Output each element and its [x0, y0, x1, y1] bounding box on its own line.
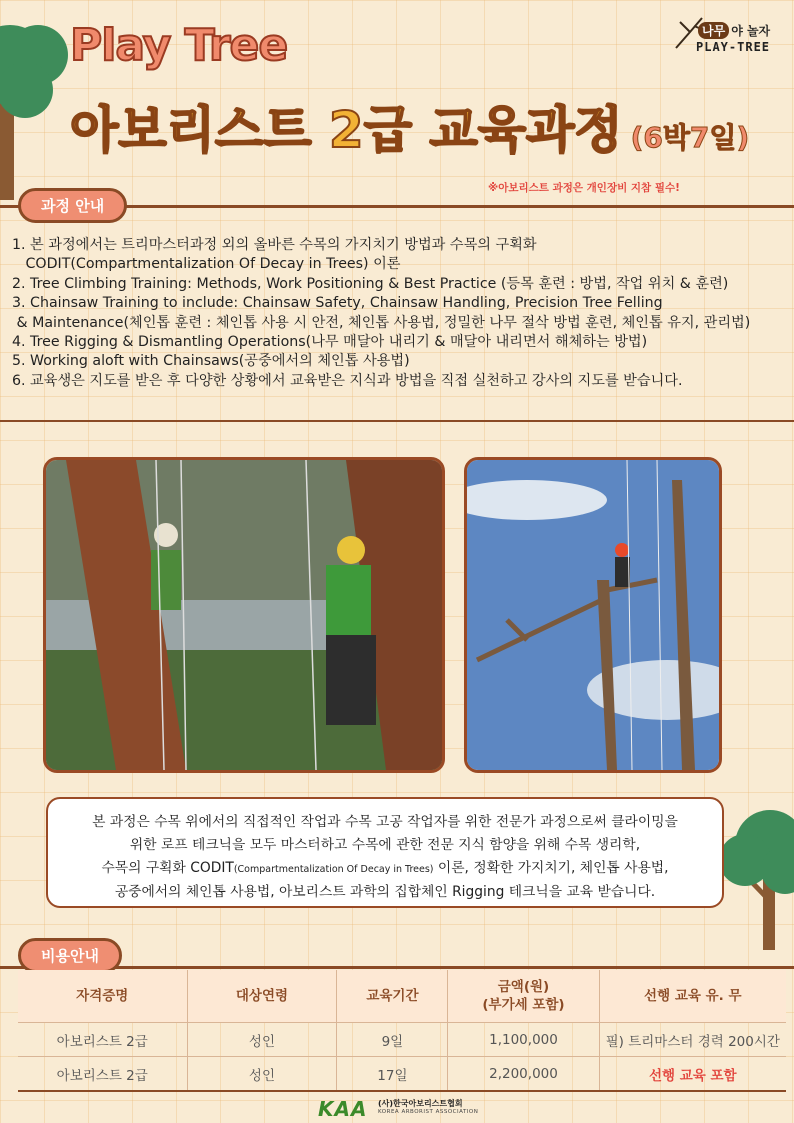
col-header-vat: (부가세 포함) [482, 997, 565, 1013]
desc-line: 위한 로프 테크닉을 모두 마스터하고 수목에 관한 전문 지식 함양을 위해 수목 생리학, [129, 837, 641, 853]
course-list [12, 236, 787, 391]
table-cell: 9일 [337, 1023, 448, 1057]
desc-line3-small: (Compartmentalization Of Decay in Trees) [233, 864, 434, 875]
logo-badge: 나무 [698, 22, 729, 39]
play-tree-logo [668, 10, 783, 60]
page-subtitle [70, 90, 749, 162]
course-item: 6. 교육생은 지도를 받은 후 다양한 상황에서 교육받은 지식과 방법을 직접 실천하고 강사의 지도를 받습니다. [12, 372, 683, 389]
fee-section-label: 비용안내 [18, 938, 122, 973]
table-row [18, 1057, 786, 1092]
table-cell: 2,200,000 [448, 1057, 599, 1092]
course-section-label: 과정 안내 [18, 188, 127, 223]
subtitle-text: 아보리스트 2급 교육과정 [70, 101, 623, 159]
table-cell: 선행 교육 포함 [599, 1057, 786, 1092]
col-header: 자격증명 [18, 970, 187, 1023]
course-item: 1. 본 과정에서는 트리마스터과정 외의 올바른 수목의 가지치기 방법과 수목의 구획화 [12, 237, 537, 253]
sky-photo-placeholder [467, 460, 719, 770]
tree-illustration-top [0, 10, 70, 200]
photo-climber-sky [464, 457, 722, 773]
desc-line3-a: 수목의 구획화 CODIT [101, 860, 234, 876]
course-item: 5. Working aloft with Chainsaws(공중에서의 체인톱 사용법) [12, 353, 410, 370]
photo-climbers-pine [43, 457, 445, 773]
desc-line: 본 과정은 수목 위에서의 직접적인 작업과 수목 고공 작업자를 위한 전문가 과정으로써 클라이밍을 [92, 814, 678, 830]
col-header [448, 970, 599, 1023]
table-cell: 아보리스트 2급 [18, 1057, 187, 1092]
kaa-name-en: KOREA ARBORIST ASSOCIATION [378, 1109, 479, 1115]
section-divider [0, 420, 794, 422]
col-header: 선행 교육 유. 무 [599, 970, 786, 1023]
table-cell: 1,100,000 [448, 1023, 599, 1057]
col-header: 교육기간 [337, 970, 448, 1023]
table-cell: 17일 [337, 1057, 448, 1092]
table-header-row [18, 970, 786, 1023]
table-cell: 성인 [187, 1023, 337, 1057]
logo-text-line2: PLAY-TREE [696, 40, 771, 54]
table-cell: 성인 [187, 1057, 337, 1092]
course-description [46, 797, 724, 908]
climbers-photo-placeholder [46, 460, 442, 770]
fee-table [18, 970, 786, 1092]
desc-line [48, 857, 722, 881]
course-item: 4. Tree Rigging & Dismantling Operations(나무 매달아 내리기 & 매달아 내리면서 해체하는 방법) [12, 334, 648, 351]
table-cell: 아보리스트 2급 [18, 1023, 187, 1057]
course-item: 3. Chainsaw Training to include: Chainsaw Safety, Chainsaw Handling, Precision Tree Felling [12, 295, 663, 312]
section-divider-fee [0, 966, 794, 969]
course-item: & Maintenance(체인톱 훈련 : 체인톱 사용 시 안전, 체인톱 사용법, 정밀한 나무 절삭 방법 훈련, 체인톱 유지, 관리법) [12, 314, 751, 331]
desc-line: 공중에서의 체인톱 사용법, 아보리스트 과학의 집합체인 Rigging 테크닉을 교육 받습니다. [114, 884, 656, 900]
duration-text: (6박7일) [630, 121, 750, 154]
logo-text-line1 [698, 22, 770, 39]
col-header: 대상연령 [187, 970, 337, 1023]
kaa-name-kr: (사)한국아보리스트협회 [378, 1099, 463, 1108]
equipment-notice: ※아보리스트 과정은 개인장비 지참 필수! [488, 182, 680, 194]
col-header-amount: 금액(원) [497, 979, 550, 995]
course-item: 2. Tree Climbing Training: Methods, Work Positioning & Best Practice (등목 훈련 : 방법, 작업 위치 & 훈련) [12, 275, 729, 292]
table-cell: 필) 트리마스터 경력 200시간 [599, 1023, 786, 1057]
logo-line1-rest: 야 놀자 [731, 24, 771, 38]
table-row [18, 1023, 786, 1057]
tree-illustration-bottom [715, 800, 794, 950]
course-item: CODIT(Compartmentalization Of Decay in Trees) 이론 [12, 256, 401, 273]
page-title: Play Tree [70, 20, 288, 71]
desc-line3-b: 이론, 정확한 가지치기, 체인톱 사용법, [433, 860, 669, 876]
kaa-mark: KAA [318, 1097, 368, 1121]
